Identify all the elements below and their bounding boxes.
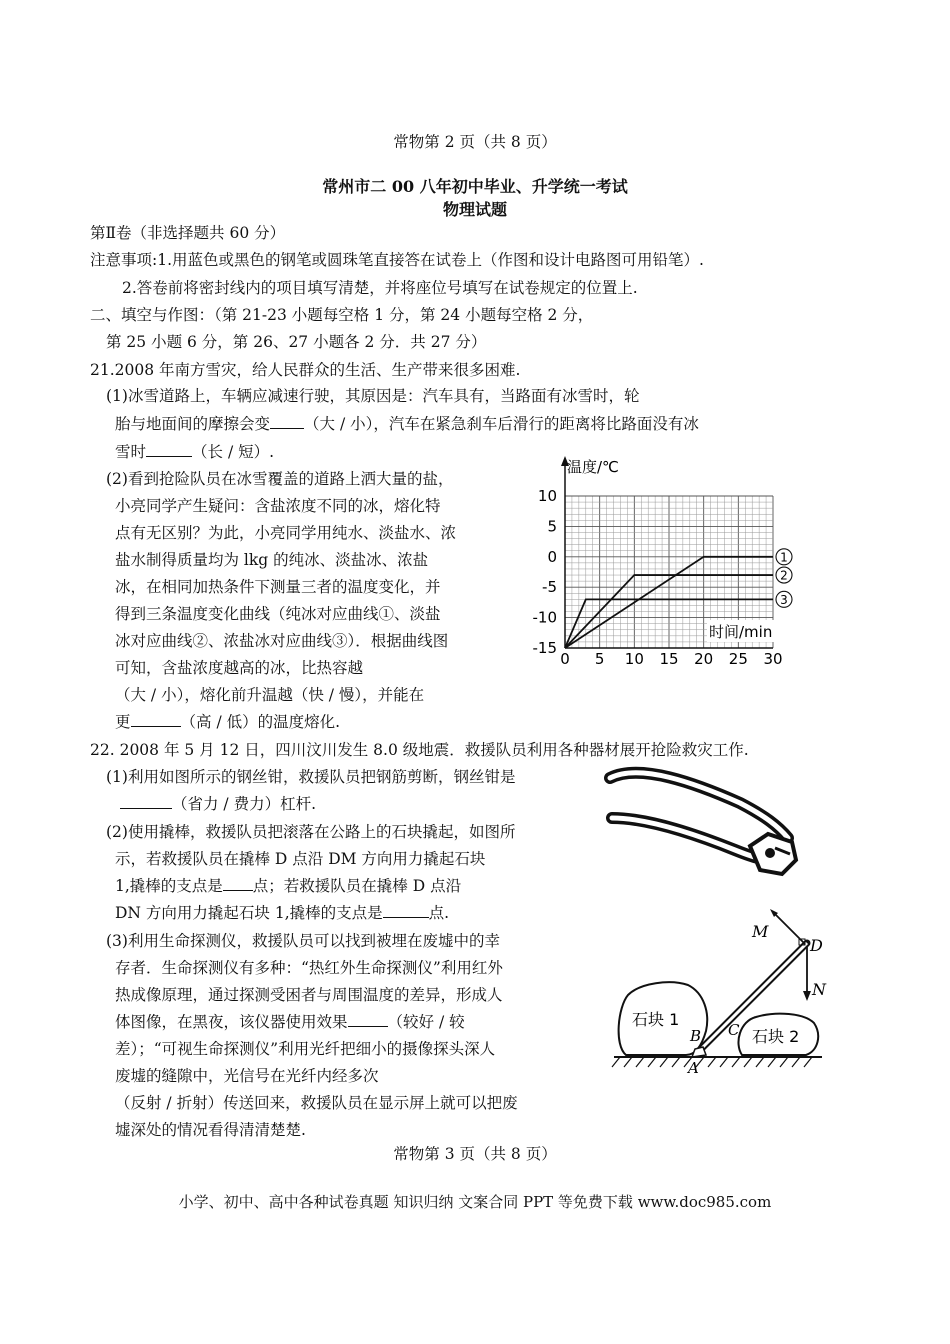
y-tick-label: -10 (532, 608, 557, 627)
y-tick-label: -5 (542, 578, 557, 597)
answer-blank[interactable] (131, 712, 181, 727)
q22-part2-line3: 1,撬棒的支点是 点；若救援队员在撬棒 D 点沿 (115, 877, 462, 895)
q21-part2-line: 盐水制得质量均为 lkg 的纯冰、淡盐冰、浓盐 (115, 551, 429, 569)
exam-title: 常州市二 00 八年初中毕业、升学统一考试 (322, 177, 628, 196)
label-M: M (752, 922, 769, 941)
page-footer: 常物第 3 页（共 8 页） (393, 1145, 557, 1163)
label-C: C (728, 1021, 740, 1039)
q21-part2-line: 可知，含盐浓度越高的冰，比热容越 (115, 659, 364, 677)
x-tick-label: 10 (624, 650, 644, 668)
answer-blank[interactable] (120, 794, 172, 809)
q22-part1-line1: (1)利用如图所示的钢丝钳，救援队员把钢筋剪断，钢丝钳是 (106, 768, 516, 786)
part2-intro: 二、填空与作图：（第 21-23 小题每空格 1 分，第 24 小题每空格 2 分， (90, 306, 594, 324)
label-D: D (810, 936, 823, 955)
exam-subtitle: 物理试题 (442, 200, 507, 219)
q22-part3-line8: 墟深处的情况看得清清楚楚. (115, 1121, 306, 1139)
label-stone2: 石块 2 (752, 1027, 800, 1046)
answer-blank[interactable] (383, 903, 429, 918)
q21-part2-line: （大 / 小），熔化前升温越（快 / 慢），并能在 (115, 686, 425, 704)
q22-part3-line2: 存者．生命探测仪有多种：“热红外生命探测仪”利用红外 (115, 959, 503, 977)
series-label: 3 (780, 592, 788, 607)
q22-part3-line4: 体图像，在黑夜，该仪器使用效果 （较好 / 较 (115, 1013, 465, 1031)
label-A: A (688, 1059, 699, 1077)
q22-part3-line3: 热成像原理，通过探测受困者与周围温度的差异，形成人 (115, 986, 503, 1004)
q21-stem: 21.2008 年南方雪灾，给人民群众的生活、生产带来很多困难. (90, 361, 521, 379)
note-1: 注意事项:1.用蓝色或黑色的钢笔或圆珠笔直接答在试卷上（作图和设计电路图可用铅笔）. (90, 251, 704, 269)
q22-part3-line7: （反射 / 折射）传送回来，救援队员在显示屏上就可以把废 (115, 1094, 518, 1112)
label-stone1: 石块 1 (632, 1010, 680, 1029)
temperature-chart (525, 450, 825, 675)
answer-blank[interactable] (270, 414, 304, 429)
download-ad: 小学、初中、高中各种试卷真题 知识归纳 文案合同 PPT 等免费下载 www.doc985.com (178, 1193, 772, 1211)
q21-part2-line: (2)看到抢险队员在冰雪覆盖的道路上洒大量的盐， (106, 470, 454, 488)
q21-part2-line: 点有无区别？为此，小亮同学用纯水、淡盐水、浓 (115, 524, 457, 542)
y-tick-label: 0 (547, 547, 557, 566)
y-axis-label: 温度/℃ (567, 458, 619, 476)
q22-part2-line2: 示，若救援队员在撬棒 D 点沿 DM 方向用力撬起石块 (115, 850, 486, 868)
series-label: 2 (780, 568, 788, 583)
y-tick-label: -15 (532, 639, 557, 657)
answer-blank[interactable] (348, 1012, 388, 1027)
q21-part1-line3: 雪时 （长 / 短）. (115, 443, 275, 461)
q21-part2-line: 冰对应曲线②、浓盐冰对应曲线③）．根据曲线图 (115, 632, 449, 650)
part2-scoring: 第 25 小题 6 分，第 26、27 小题各 2 分．共 27 分） (106, 333, 487, 351)
q22-stem: 22. 2008 年 5 月 12 日，四川汶川发生 8.0 级地震．救援队员利用各种器材展开抢险救灾工作. (90, 741, 749, 759)
q22-part3-line5: 差）；“可视生命探测仪”利用光纤把细小的摄像探头深人 (115, 1040, 496, 1058)
q22-part2-line1: (2)使用撬棒，救援队员把滚落在公路上的石块撬起，如图所 (106, 823, 516, 841)
q21-part1-line1: (1)冰雪道路上，车辆应减速行驶，其原因是：汽车具有，当路面有冰雪时，轮 (106, 387, 640, 405)
pliers-figure (600, 758, 810, 893)
q21-part2-line: 冰，在相同加热条件下测量三者的温度变化，并 (115, 578, 441, 596)
label-N: N (812, 980, 826, 999)
x-axis-label: 时间/min (709, 623, 773, 641)
answer-blank[interactable] (223, 876, 253, 891)
section-heading: 第Ⅱ卷（非选择题共 60 分） (90, 224, 286, 242)
series-label: 1 (780, 550, 788, 565)
x-tick-label: 5 (594, 650, 605, 668)
y-tick-label: 5 (547, 517, 557, 536)
x-tick-label: 15 (659, 650, 679, 668)
x-tick-label: 25 (728, 650, 748, 668)
x-tick-label: 30 (763, 650, 783, 668)
q21-part2-last: 更 （高 / 低）的温度熔化. (115, 713, 341, 731)
q22-part3-line1: (3)利用生命探测仪，救援队员可以找到被埋在废墟中的幸 (106, 932, 500, 950)
q21-part1-line2: 胎与地面间的摩擦会变 （大 / 小），汽车在紧急刹车后滑行的距离将比路面没有冰 (115, 415, 699, 433)
x-tick-label: 20 (694, 650, 714, 668)
q22-part3-line6: 废墟的缝隙中，光信号在光纤内经多次 (115, 1067, 379, 1085)
q21-part2-line: 小亮同学产生疑问：含盐浓度不同的冰，熔化特 (115, 497, 441, 515)
q21-part2-line: 得到三条温度变化曲线（纯冰对应曲线①、淡盐 (115, 605, 441, 623)
answer-blank[interactable] (146, 442, 192, 457)
q22-part2-line4: DN 方向用力撬起石块 1,撬棒的支点是 点. (115, 904, 450, 922)
y-tick-label: 10 (537, 487, 557, 505)
note-2: 2.答卷前将密封线内的项目填写清楚，并将座位号填写在试卷规定的位置上. (122, 279, 638, 297)
q22-part1-line2: （省力 / 费力）杠杆. (120, 792, 316, 814)
page-header: 常物第 2 页（共 8 页） (393, 133, 557, 151)
lever-figure (600, 905, 830, 1080)
label-B: B (690, 1027, 702, 1045)
x-tick-label: 0 (560, 650, 570, 668)
